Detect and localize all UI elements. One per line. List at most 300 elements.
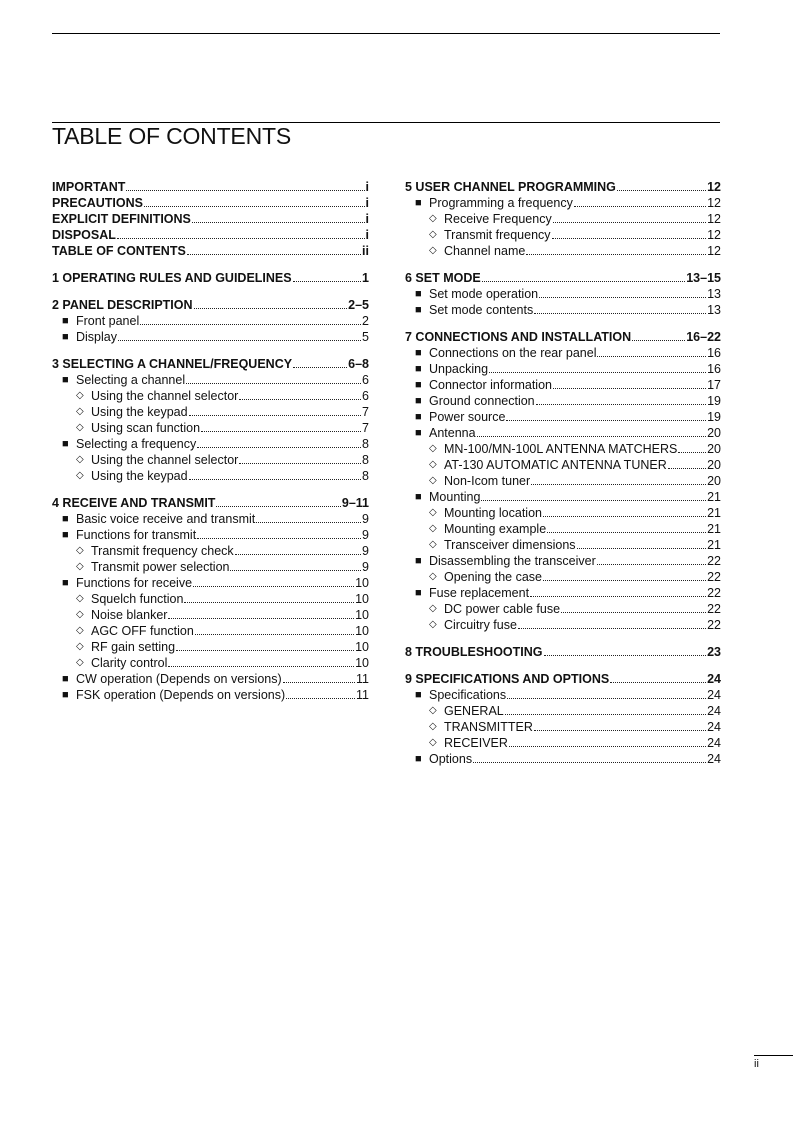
toc-entry-title: RECEIVER xyxy=(444,736,508,750)
toc-chapter-precautions xyxy=(52,195,369,211)
dot-leader xyxy=(678,452,706,453)
toc-entry-title: Transmit frequency xyxy=(444,228,551,242)
toc-chapter-6-set-mode xyxy=(405,270,721,286)
square-bullet-icon: ■ xyxy=(62,529,69,541)
toc-chapter-2-panel-description xyxy=(52,297,369,313)
toc-entry-cw-operation-depends-on-versions xyxy=(52,671,369,687)
toc-page-number: ii xyxy=(362,244,369,258)
toc-entry-circuitry-fuse xyxy=(405,617,721,633)
diamond-bullet-icon: ◇ xyxy=(76,641,84,652)
square-bullet-icon: ■ xyxy=(62,673,69,685)
toc-page-number: 22 xyxy=(707,618,721,632)
toc-entry-title: Functions for receive xyxy=(76,576,193,590)
toc-entry-title: 1 OPERATING RULES AND GUIDELINES xyxy=(52,271,292,285)
dot-leader xyxy=(518,628,706,629)
toc-page-number: 21 xyxy=(707,538,721,552)
toc-entry-title: 8 TROUBLESHOOTING xyxy=(405,645,543,659)
dot-leader xyxy=(531,484,706,485)
toc-page-number: 10 xyxy=(355,576,369,590)
dot-leader xyxy=(144,206,365,207)
toc-entry-title: Front panel xyxy=(76,314,140,328)
toc-entry-mn-100-mn-100l-antenna-matchers xyxy=(405,441,721,457)
toc-entry-functions-for-transmit xyxy=(52,527,369,543)
toc-entry-title: 9 SPECIFICATIONS AND OPTIONS xyxy=(405,672,610,686)
toc-entry-title: TABLE OF CONTENTS xyxy=(52,244,186,258)
dot-leader xyxy=(293,367,347,368)
toc-page-number: 19 xyxy=(707,410,721,424)
diamond-bullet-icon: ◇ xyxy=(429,571,437,582)
toc-entry-title: Mounting xyxy=(429,490,481,504)
toc-entry-ground-connection xyxy=(405,393,721,409)
dot-leader xyxy=(632,340,685,341)
dot-leader xyxy=(184,602,354,603)
toc-entry-using-the-keypad xyxy=(52,404,369,420)
dot-leader xyxy=(544,655,707,656)
toc-left-column xyxy=(52,179,369,703)
square-bullet-icon: ■ xyxy=(62,374,69,386)
toc-chapter-5-user-channel-programming xyxy=(405,179,721,195)
toc-entry-title: DC power cable fuse xyxy=(444,602,561,616)
toc-entry-connector-information xyxy=(405,377,721,393)
diamond-bullet-icon: ◇ xyxy=(429,475,437,486)
toc-page-number: 24 xyxy=(707,672,721,686)
dot-leader xyxy=(286,698,355,699)
toc-entry-title: 5 USER CHANNEL PROGRAMMING xyxy=(405,180,616,194)
dot-leader xyxy=(186,383,361,384)
dot-leader xyxy=(140,324,361,325)
toc-page-number: 10 xyxy=(355,608,369,622)
dot-leader xyxy=(473,762,706,763)
toc-entry-unpacking xyxy=(405,361,721,377)
diamond-bullet-icon: ◇ xyxy=(429,603,437,614)
toc-entry-at-130-automatic-antenna-tuner xyxy=(405,457,721,473)
diamond-bullet-icon: ◇ xyxy=(429,721,437,732)
toc-entry-mounting xyxy=(405,489,721,505)
toc-page-number: 22 xyxy=(707,586,721,600)
dot-leader xyxy=(482,281,686,282)
diamond-bullet-icon: ◇ xyxy=(429,737,437,748)
header-rule xyxy=(52,33,720,34)
dot-leader xyxy=(176,650,354,651)
toc-page-number: 7 xyxy=(362,421,369,435)
toc-entry-opening-the-case xyxy=(405,569,721,585)
dot-leader xyxy=(239,463,361,464)
diamond-bullet-icon: ◇ xyxy=(429,459,437,470)
toc-entry-mounting-location xyxy=(405,505,721,521)
toc-page-number: 11 xyxy=(356,672,369,686)
toc-page-number: 9 xyxy=(362,512,369,526)
dot-leader xyxy=(117,238,365,239)
toc-chapter-3-selecting-a-channel-frequency xyxy=(52,356,369,372)
toc-page-number: 20 xyxy=(707,442,721,456)
toc-entry-transmitter xyxy=(405,719,721,735)
square-bullet-icon: ■ xyxy=(62,438,69,450)
dot-leader xyxy=(189,415,361,416)
toc-page-number: 12 xyxy=(707,244,721,258)
toc-chapter-explicit-definitions xyxy=(52,211,369,227)
toc-page-number: 13 xyxy=(707,303,721,317)
dot-leader xyxy=(547,532,706,533)
toc-entry-title: Using the keypad xyxy=(91,405,188,419)
toc-page-number: 9 xyxy=(362,560,369,574)
diamond-bullet-icon: ◇ xyxy=(76,561,84,572)
square-bullet-icon: ■ xyxy=(415,363,422,375)
dot-leader xyxy=(283,682,355,683)
diamond-bullet-icon: ◇ xyxy=(429,539,437,550)
toc-entry-title: Display xyxy=(76,330,117,344)
toc-page-number: 5 xyxy=(362,330,369,344)
toc-entry-title: 7 CONNECTIONS AND INSTALLATION xyxy=(405,330,632,344)
toc-page-number: 6–8 xyxy=(348,357,369,371)
toc-page-number: 13–15 xyxy=(686,271,721,285)
diamond-bullet-icon: ◇ xyxy=(429,245,437,256)
toc-page-number: i xyxy=(365,228,369,242)
toc-page-number: 24 xyxy=(707,720,721,734)
toc-page-number: 22 xyxy=(707,554,721,568)
toc-entry-fuse-replacement xyxy=(405,585,721,601)
square-bullet-icon: ■ xyxy=(415,427,422,439)
toc-page-number: 24 xyxy=(707,736,721,750)
toc-entry-title: Connector information xyxy=(429,378,552,392)
toc-page-number: 16 xyxy=(707,362,721,376)
toc-entry-fsk-operation-depends-on-versions xyxy=(52,687,369,703)
diamond-bullet-icon: ◇ xyxy=(429,443,437,454)
toc-entry-title: CW operation (Depends on versions) xyxy=(76,672,282,686)
toc-entry-title: Mounting location xyxy=(444,506,542,520)
toc-entry-title: Options xyxy=(429,752,473,766)
toc-entry-title: Ground connection xyxy=(429,394,535,408)
square-bullet-icon: ■ xyxy=(62,513,69,525)
dot-leader xyxy=(553,222,706,223)
dot-leader xyxy=(481,500,706,501)
diamond-bullet-icon: ◇ xyxy=(76,625,84,636)
toc-entry-basic-voice-receive-and-transmit xyxy=(52,511,369,527)
square-bullet-icon: ■ xyxy=(415,347,422,359)
diamond-bullet-icon: ◇ xyxy=(429,523,437,534)
square-bullet-icon: ■ xyxy=(415,197,422,209)
toc-page-number: 7 xyxy=(362,405,369,419)
toc-entry-title: Using scan function xyxy=(91,421,201,435)
toc-page-number: 8 xyxy=(362,453,369,467)
toc-entry-using-the-channel-selector xyxy=(52,388,369,404)
toc-entry-rf-gain-setting xyxy=(52,639,369,655)
toc-page-number: i xyxy=(365,212,369,226)
toc-entry-transceiver-dimensions xyxy=(405,537,721,553)
toc-page-number: 8 xyxy=(362,469,369,483)
diamond-bullet-icon: ◇ xyxy=(76,422,84,433)
toc-entry-title: Clarity control xyxy=(91,656,168,670)
toc-page-number: 10 xyxy=(355,624,369,638)
toc-entry-using-scan-function xyxy=(52,420,369,436)
toc-page-number: 10 xyxy=(355,640,369,654)
toc-entry-title: RF gain setting xyxy=(91,640,176,654)
dot-leader xyxy=(526,254,706,255)
dot-leader xyxy=(293,281,361,282)
dot-leader xyxy=(534,730,706,731)
square-bullet-icon: ■ xyxy=(62,315,69,327)
toc-entry-non-icom-tuner xyxy=(405,473,721,489)
toc-entry-title: 6 SET MODE xyxy=(405,271,481,285)
toc-page-number: i xyxy=(365,196,369,210)
dot-leader xyxy=(574,206,706,207)
toc-entry-noise-blanker xyxy=(52,607,369,623)
toc-page-number: 11 xyxy=(356,688,369,702)
dot-leader xyxy=(256,522,361,523)
toc-entry-title: Receive Frequency xyxy=(444,212,552,226)
square-bullet-icon: ■ xyxy=(415,689,422,701)
toc-page-number: 23 xyxy=(707,645,721,659)
toc-page-number: 13 xyxy=(707,287,721,301)
toc-entry-title: Power source xyxy=(429,410,506,424)
toc-entry-transmit-frequency xyxy=(405,227,721,243)
dot-leader xyxy=(553,388,706,389)
square-bullet-icon: ■ xyxy=(62,689,69,701)
toc-entry-transmit-power-selection xyxy=(52,559,369,575)
toc-page-number: 6 xyxy=(362,389,369,403)
toc-entry-title: Noise blanker xyxy=(91,608,168,622)
toc-entry-title: Using the keypad xyxy=(91,469,188,483)
dot-leader xyxy=(530,596,706,597)
toc-page-number: 22 xyxy=(707,570,721,584)
toc-entry-title: Connections on the rear panel xyxy=(429,346,597,360)
toc-entry-clarity-control xyxy=(52,655,369,671)
toc-entry-title: Squelch function xyxy=(91,592,184,606)
toc-entry-title: Selecting a channel xyxy=(76,373,186,387)
dot-leader xyxy=(507,698,706,699)
toc-entry-using-the-keypad xyxy=(52,468,369,484)
toc-entry-title: AT-130 AUTOMATIC ANTENNA TUNER xyxy=(444,458,667,472)
toc-entry-title: MN-100/MN-100L ANTENNA MATCHERS xyxy=(444,442,678,456)
toc-page-number: 6 xyxy=(362,373,369,387)
toc-entry-title: Basic voice receive and transmit xyxy=(76,512,256,526)
toc-page-number: 24 xyxy=(707,752,721,766)
toc-page-number: 12 xyxy=(707,228,721,242)
toc-page-number: 12 xyxy=(707,180,721,194)
toc-entry-set-mode-contents xyxy=(405,302,721,318)
toc-entry-title: Transmit frequency check xyxy=(91,544,234,558)
toc-entry-title: Disassembling the transceiver xyxy=(429,554,596,568)
toc-page-number: 19 xyxy=(707,394,721,408)
square-bullet-icon: ■ xyxy=(415,753,422,765)
toc-entry-options xyxy=(405,751,721,767)
dot-leader xyxy=(216,506,340,507)
toc-entry-title: Specifications xyxy=(429,688,507,702)
toc-entry-title: TRANSMITTER xyxy=(444,720,533,734)
toc-entry-disassembling-the-transceiver xyxy=(405,553,721,569)
diamond-bullet-icon: ◇ xyxy=(76,545,84,556)
toc-entry-transmit-frequency-check xyxy=(52,543,369,559)
dot-leader xyxy=(539,297,706,298)
dot-leader xyxy=(617,190,706,191)
toc-page-number: 20 xyxy=(707,474,721,488)
toc-entry-channel-name xyxy=(405,243,721,259)
page-number-rule xyxy=(754,1055,793,1056)
diamond-bullet-icon: ◇ xyxy=(429,229,437,240)
toc-entry-general xyxy=(405,703,721,719)
dot-leader xyxy=(668,468,706,469)
diamond-bullet-icon: ◇ xyxy=(429,705,437,716)
page-title: TABLE OF CONTENTS xyxy=(52,123,291,149)
toc-page-number: 2–5 xyxy=(348,298,369,312)
toc-page-number: 20 xyxy=(707,458,721,472)
toc-entry-title: 4 RECEIVE AND TRANSMIT xyxy=(52,496,216,510)
dot-leader xyxy=(610,682,706,683)
toc-entry-title: Mounting example xyxy=(444,522,547,536)
diamond-bullet-icon: ◇ xyxy=(76,470,84,481)
toc-entry-title: Circuitry fuse xyxy=(444,618,517,632)
toc-entry-title: Using the channel selector xyxy=(91,453,239,467)
toc-page-number: i xyxy=(365,180,369,194)
toc-entry-display xyxy=(52,329,369,345)
toc-entry-title: Channel name xyxy=(444,244,526,258)
dot-leader xyxy=(197,447,361,448)
dot-leader xyxy=(506,420,706,421)
toc-page-number: 22 xyxy=(707,602,721,616)
toc-entry-title: IMPORTANT xyxy=(52,180,126,194)
toc-page-number: 9 xyxy=(362,528,369,542)
toc-page-number: 9 xyxy=(362,544,369,558)
dot-leader xyxy=(189,479,361,480)
dot-leader xyxy=(192,222,365,223)
square-bullet-icon: ■ xyxy=(415,395,422,407)
toc-chapter-8-troubleshooting xyxy=(405,644,721,660)
toc-chapter-9-specifications-and-options xyxy=(405,671,721,687)
toc-entry-title: DISPOSAL xyxy=(52,228,116,242)
toc-page-number: 9–11 xyxy=(341,496,369,510)
toc-entry-title: 2 PANEL DESCRIPTION xyxy=(52,298,193,312)
square-bullet-icon: ■ xyxy=(415,587,422,599)
diamond-bullet-icon: ◇ xyxy=(76,609,84,620)
toc-entry-title: FSK operation (Depends on versions) xyxy=(76,688,286,702)
toc-entry-title: 3 SELECTING A CHANNEL/FREQUENCY xyxy=(52,357,293,371)
dot-leader xyxy=(194,308,348,309)
dot-leader xyxy=(509,746,706,747)
dot-leader xyxy=(195,634,354,635)
toc-page-number: 12 xyxy=(707,196,721,210)
toc-entry-mounting-example xyxy=(405,521,721,537)
toc-chapter-7-connections-and-installation xyxy=(405,329,721,345)
dot-leader xyxy=(230,570,361,571)
dot-leader xyxy=(543,580,706,581)
square-bullet-icon: ■ xyxy=(415,304,422,316)
dot-leader xyxy=(197,538,361,539)
toc-entry-selecting-a-channel xyxy=(52,372,369,388)
square-bullet-icon: ■ xyxy=(415,555,422,567)
toc-entry-title: Selecting a frequency xyxy=(76,437,197,451)
toc-page-number: 16–22 xyxy=(686,330,721,344)
dot-leader xyxy=(168,666,354,667)
toc-entry-antenna xyxy=(405,425,721,441)
toc-chapter-disposal xyxy=(52,227,369,243)
diamond-bullet-icon: ◇ xyxy=(429,507,437,518)
toc-entry-using-the-channel-selector xyxy=(52,452,369,468)
dot-leader xyxy=(505,714,706,715)
square-bullet-icon: ■ xyxy=(415,491,422,503)
toc-entry-title: Opening the case xyxy=(444,570,542,584)
dot-leader xyxy=(477,436,707,437)
toc-entry-title: Transmit power selection xyxy=(91,560,230,574)
diamond-bullet-icon: ◇ xyxy=(76,406,84,417)
dot-leader xyxy=(187,254,361,255)
toc-entry-selecting-a-frequency xyxy=(52,436,369,452)
diamond-bullet-icon: ◇ xyxy=(429,619,437,630)
dot-leader xyxy=(597,356,706,357)
diamond-bullet-icon: ◇ xyxy=(76,454,84,465)
toc-entry-dc-power-cable-fuse xyxy=(405,601,721,617)
dot-leader xyxy=(126,190,364,191)
toc-entry-title: Set mode operation xyxy=(429,287,539,301)
toc-page-number: 10 xyxy=(355,592,369,606)
toc-chapter-4-receive-and-transmit xyxy=(52,495,369,511)
dot-leader xyxy=(536,404,706,405)
toc-page-number: 20 xyxy=(707,426,721,440)
toc-page-number: 24 xyxy=(707,704,721,718)
toc-entry-receiver xyxy=(405,735,721,751)
toc-entry-power-source xyxy=(405,409,721,425)
toc-entry-title: Unpacking xyxy=(429,362,489,376)
toc-entry-functions-for-receive xyxy=(52,575,369,591)
toc-entry-receive-frequency xyxy=(405,211,721,227)
toc-entry-title: GENERAL xyxy=(444,704,504,718)
toc-page-number: 12 xyxy=(707,212,721,226)
toc-entry-programming-a-frequency xyxy=(405,195,721,211)
toc-page-number: 1 xyxy=(362,271,369,285)
dot-leader xyxy=(597,564,706,565)
toc-entry-title: AGC OFF function xyxy=(91,624,194,638)
toc-entry-squelch-function xyxy=(52,591,369,607)
square-bullet-icon: ■ xyxy=(62,577,69,589)
toc-right-column xyxy=(405,179,721,767)
dot-leader xyxy=(235,554,361,555)
square-bullet-icon: ■ xyxy=(415,379,422,391)
toc-page-number: 24 xyxy=(707,688,721,702)
dot-leader xyxy=(552,238,707,239)
dot-leader xyxy=(168,618,354,619)
dot-leader xyxy=(489,372,706,373)
dot-leader xyxy=(534,313,706,314)
toc-page-number: 17 xyxy=(707,378,721,392)
toc-entry-specifications xyxy=(405,687,721,703)
toc-page-number: 2 xyxy=(362,314,369,328)
toc-entry-agc-off-function xyxy=(52,623,369,639)
toc-page-number: 21 xyxy=(707,506,721,520)
toc-entry-front-panel xyxy=(52,313,369,329)
toc-chapter-table-of-contents xyxy=(52,243,369,259)
diamond-bullet-icon: ◇ xyxy=(76,657,84,668)
toc-entry-set-mode-operation xyxy=(405,286,721,302)
dot-leader xyxy=(193,586,354,587)
square-bullet-icon: ■ xyxy=(415,411,422,423)
toc-page-number: 21 xyxy=(707,490,721,504)
toc-entry-title: EXPLICIT DEFINITIONS xyxy=(52,212,191,226)
toc-entry-title: Using the channel selector xyxy=(91,389,239,403)
toc-chapter-important xyxy=(52,179,369,195)
toc-entry-title: Functions for transmit xyxy=(76,528,197,542)
dot-leader xyxy=(577,548,707,549)
toc-page-number: 21 xyxy=(707,522,721,536)
toc-entry-title: Transceiver dimensions xyxy=(444,538,576,552)
diamond-bullet-icon: ◇ xyxy=(76,390,84,401)
toc-entry-title: PRECAUTIONS xyxy=(52,196,143,210)
toc-page-number: 10 xyxy=(355,656,369,670)
toc-entry-title: Fuse replacement xyxy=(429,586,530,600)
toc-entry-connections-on-the-rear-panel xyxy=(405,345,721,361)
dot-leader xyxy=(118,340,361,341)
toc-chapter-1-operating-rules-and-guidelines xyxy=(52,270,369,286)
toc-page-number: 8 xyxy=(362,437,369,451)
toc-entry-title: Set mode contents xyxy=(429,303,534,317)
dot-leader xyxy=(561,612,706,613)
